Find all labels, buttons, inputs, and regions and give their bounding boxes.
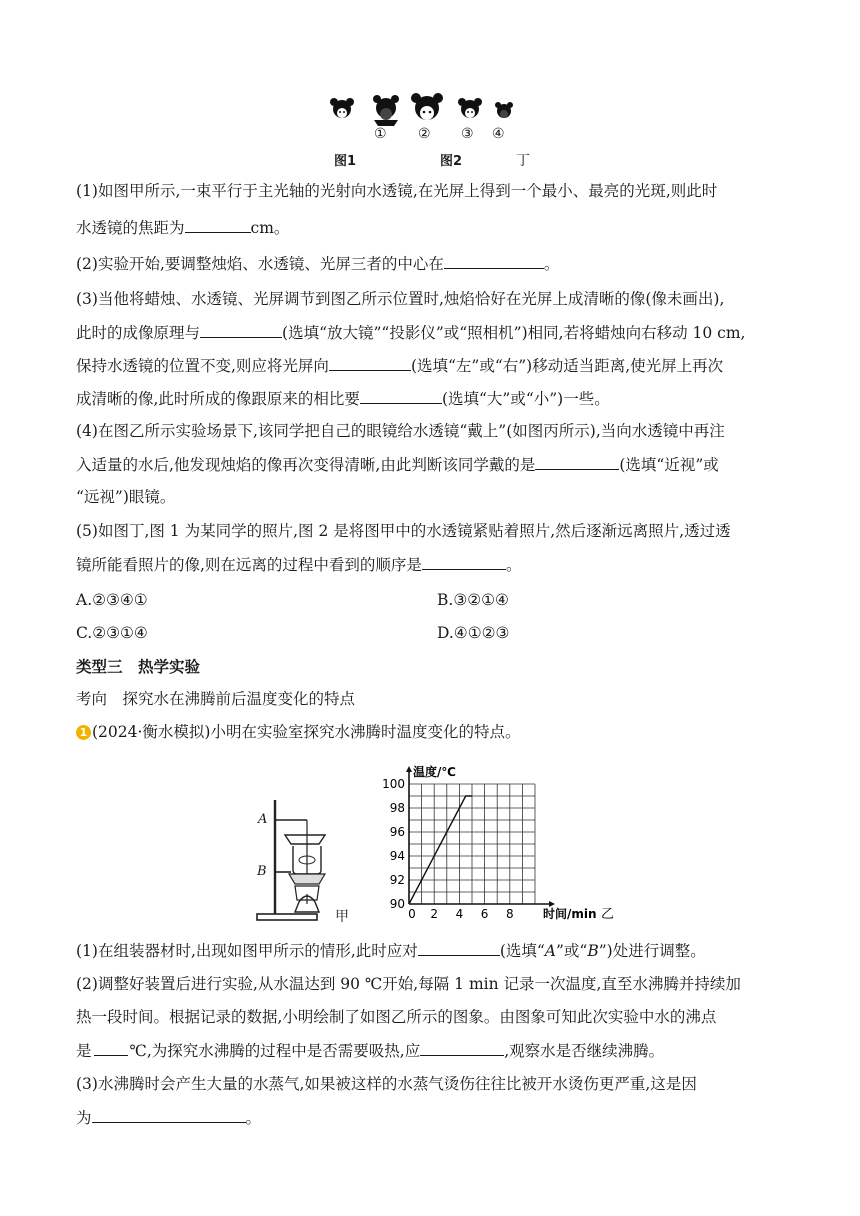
q3-text-a: 此时的成像原理与 xyxy=(76,324,201,342)
q5-answer-blank[interactable] xyxy=(422,553,506,570)
photo-fig2-item1 xyxy=(373,95,399,126)
fig2-number-3: ③ xyxy=(461,126,474,142)
p1-line xyxy=(76,939,706,962)
y-axis-label: 温度/℃ xyxy=(413,765,456,779)
q4-text-b: (选填“近视”或 xyxy=(619,456,719,474)
subsection-title: 考向 探究水在沸腾前后温度变化的特点 xyxy=(76,690,356,708)
q4-answer-blank[interactable] xyxy=(535,453,619,470)
problem-intro xyxy=(76,721,520,743)
x-tick-label: 8 xyxy=(505,907,514,921)
x-tick-label: 6 xyxy=(480,907,489,921)
figure-jia xyxy=(255,790,355,926)
p2-line1: (2)调整好装置后进行实验,从水温达到 90 ℃开始,每隔 1 min 记录一次温度,直至水沸腾并持续加 xyxy=(76,975,741,993)
q2-text: (2)实验开始,要调整烛焰、水透镜、光屏三者的中心在 xyxy=(76,255,444,273)
p1-option-a: A xyxy=(544,942,556,960)
photo-fig2-item4 xyxy=(495,102,513,118)
q3-text-c: 保持水透镜的位置不变,则应将光屏向 xyxy=(76,357,329,375)
p3-text-a: 为 xyxy=(76,1109,92,1127)
p3-answer-blank[interactable] xyxy=(92,1106,246,1123)
q3-text-e: 成清晰的像,此时所成的像跟原来的相比要 xyxy=(76,390,360,408)
q1-line2 xyxy=(76,216,289,239)
q3-answer-blank-1[interactable] xyxy=(200,321,282,338)
figure-yi xyxy=(375,748,615,928)
p1-answer-blank[interactable] xyxy=(418,939,500,956)
q3-text-d: (选填“左”或“右”)移动适当距离,使光屏上再次 xyxy=(410,357,724,375)
p2-line2: 热一段时间。根据记录的数据,小明绘制了如图乙所示的图象。由图象可知此次实验中水的沸点 xyxy=(76,1008,717,1026)
q4-line3: “远视”)眼镜。 xyxy=(76,488,176,506)
p1-text-b: (选填“ xyxy=(499,942,545,960)
y-axis-arrow xyxy=(406,766,412,772)
q1-answer-blank[interactable] xyxy=(185,216,251,233)
q2-answer-blank[interactable] xyxy=(444,252,544,269)
photo-figure1 xyxy=(330,98,354,118)
p1-option-b: B xyxy=(587,942,599,960)
option-a[interactable]: A.②③④① xyxy=(76,591,148,609)
option-c[interactable]: C.②③①④ xyxy=(76,624,148,642)
x-axis-label: 时间/min xyxy=(543,907,597,921)
y-tick-label: 100 xyxy=(382,777,405,791)
p2-text-b: ℃,为探究水沸腾的过程中是否需要吸热,应 xyxy=(129,1042,421,1060)
q3-line4 xyxy=(76,387,610,410)
x-tick-label: 0 xyxy=(408,907,416,921)
temperature-series-line xyxy=(409,796,472,904)
fig2-number-2: ② xyxy=(418,126,431,142)
q5-text-b: 。 xyxy=(505,556,522,574)
q4-line1: (4)在图乙所示实验场景下,该同学把自己的眼镜给水透镜“戴上”(如图丙所示),当向水透镜中再注 xyxy=(76,422,725,440)
q2-end: 。 xyxy=(543,255,560,273)
q3-line2 xyxy=(76,321,745,344)
photo-fig2-item2 xyxy=(411,93,443,120)
q4-text-a: 入适量的水后,他发现烛焰的像再次变得清晰,由此判断该同学戴的是 xyxy=(76,456,536,474)
problem-intro-text: (2024·衡水模拟)小明在实验室探究水沸腾时温度变化的特点。 xyxy=(92,723,521,741)
q1-text: 水透镜的焦距为 xyxy=(76,219,185,237)
section-title: 类型三 热学实验 xyxy=(76,658,201,676)
q5-text-a: 镜所能看照片的像,则在远离的过程中看到的顺序是 xyxy=(76,556,422,574)
q5-line2 xyxy=(76,553,521,576)
q3-text-b: (选填“放大镜”“投影仪”或“照相机”)相同,若将蜡烛向右移动 10 cm, xyxy=(282,324,746,342)
p2-line3 xyxy=(76,1039,664,1062)
x-tick-label: 2 xyxy=(430,907,439,921)
y-tick-label: 96 xyxy=(389,825,405,839)
q1-line1: (1)如图甲所示,一束平行于主光轴的光射向水透镜,在光屏上得到一个最小、最亮的光斑,则此时 xyxy=(76,182,718,200)
temperature-chart xyxy=(375,748,615,928)
fig2-number-4: ④ xyxy=(492,126,505,142)
fig2-label: 图2 xyxy=(440,154,463,169)
q3-line3 xyxy=(76,354,723,377)
figure-jia-caption: 甲 xyxy=(335,909,349,925)
p3-text-b: 。 xyxy=(245,1109,262,1127)
figure-yi-caption: 乙 xyxy=(601,907,615,922)
p3-line1: (3)水沸腾时会产生大量的水蒸气,如果被这样的水蒸气烫伤往往比被开水烫伤更严重,这是因 xyxy=(76,1075,697,1093)
label-b: B xyxy=(257,864,267,879)
figure-ding xyxy=(320,92,560,172)
p3-line2 xyxy=(76,1106,261,1129)
y-tick-label: 94 xyxy=(389,849,405,863)
figure-ding-photos xyxy=(320,92,560,132)
q2-line xyxy=(76,252,559,275)
q4-line2 xyxy=(76,453,719,476)
q3-line1: (3)当他将蜡烛、水透镜、光屏调节到图乙所示位置时,烛焰恰好在光屏上成清晰的像(像未画出), xyxy=(76,290,725,308)
q5-line1: (5)如图丁,图 1 为某同学的照片,图 2 是将图甲中的水透镜紧贴着照片,然后逐渐远离照片,透过透 xyxy=(76,522,731,540)
label-a: A xyxy=(258,812,268,827)
photo-fig2-item3 xyxy=(458,98,482,118)
problem-number-badge: 1 xyxy=(76,725,91,740)
option-b[interactable]: B.③②①④ xyxy=(437,591,509,609)
p1-text-d: ”)处进行调整。 xyxy=(598,942,706,960)
option-d[interactable]: D.④①②③ xyxy=(437,624,510,642)
y-tick-label: 98 xyxy=(389,801,405,815)
p2-answer-blank-2[interactable] xyxy=(420,1039,504,1056)
q1-unit: cm。 xyxy=(250,219,290,237)
y-tick-label: 92 xyxy=(389,873,405,887)
p1-text-a: (1)在组装器材时,出现如图甲所示的情形,此时应对 xyxy=(76,942,418,960)
q3-answer-blank-3[interactable] xyxy=(360,387,442,404)
fig2-number-1: ① xyxy=(374,126,387,142)
fig1-label: 图1 xyxy=(334,154,357,169)
fig-ding-caption: 丁 xyxy=(516,153,530,169)
p2-answer-blank-1[interactable] xyxy=(94,1039,128,1056)
p1-text-c: ”或“ xyxy=(556,942,588,960)
q3-answer-blank-2[interactable] xyxy=(329,354,411,371)
p2-text-a: 是 xyxy=(76,1042,92,1060)
x-tick-label: 4 xyxy=(455,907,464,921)
q3-text-f: (选填“大”或“小”)一些。 xyxy=(441,390,610,408)
y-tick-label: 90 xyxy=(389,897,405,911)
p2-text-c: ,观察水是否继续沸腾。 xyxy=(504,1042,665,1060)
